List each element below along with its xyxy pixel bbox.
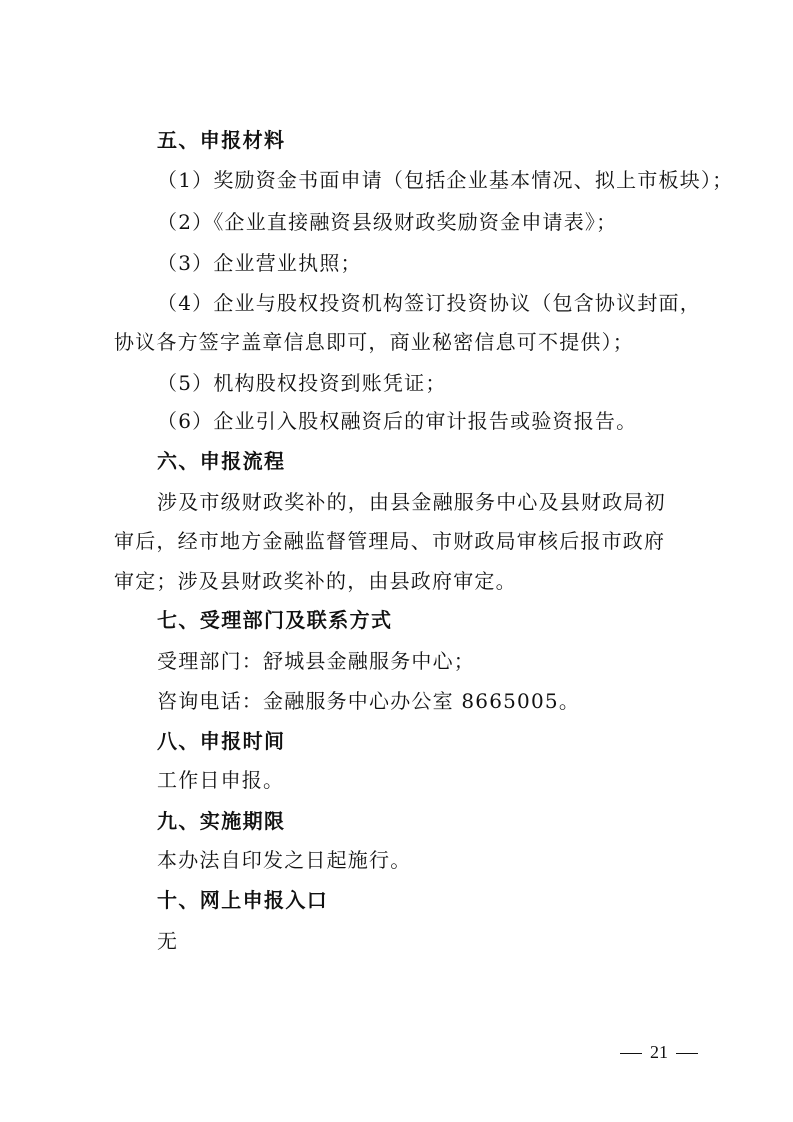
time-line: 工作日申报。 (157, 768, 285, 792)
material-item-6: （6）企业引入股权融资后的审计报告或验资报告。 (157, 409, 638, 433)
period-line: 本办法自印发之日起施行。 (157, 848, 412, 872)
page-number-dash-left (620, 1053, 642, 1054)
section-heading-period: 九、实施期限 (157, 809, 286, 833)
process-line-3: 审定；涉及县财政奖补的，由县政府审定。 (114, 569, 517, 593)
material-item-2: （2）《企业直接融资县级财政奖励资金申请表》； (157, 210, 618, 234)
material-item-4: （4）企业与股权投资机构签订投资协议（包含协议封面， (157, 291, 701, 315)
section-heading-time: 八、申报时间 (157, 729, 286, 753)
section-heading-process: 六、申报流程 (157, 449, 286, 473)
page-number-dash-right (676, 1053, 698, 1054)
contact-phone: 咨询电话：金融服务中心办公室 8665005。 (157, 689, 581, 713)
process-line-1: 涉及市级财政奖补的，由县金融服务中心及县财政局初 (157, 490, 666, 514)
material-item-1: （1）奖励资金书面申请（包括企业基本情况、拟上市板块）； (157, 168, 734, 192)
section-heading-materials: 五、申报材料 (157, 128, 286, 152)
page-number-value: 21 (650, 1042, 668, 1062)
section-heading-contact: 七、受理部门及联系方式 (157, 608, 393, 632)
material-item-4-continued: 协议各方签字盖章信息即可，商业秘密信息可不提供）； (114, 330, 634, 354)
online-entry-line: 无 (157, 929, 179, 953)
process-line-2: 审后，经市地方金融监督管理局、市财政局审核后报市政府 (114, 529, 666, 553)
contact-department: 受理部门：舒城县金融服务中心； (157, 649, 475, 673)
material-item-3: （3）企业营业执照； (157, 251, 362, 275)
section-heading-online-entry: 十、网上申报入口 (157, 888, 329, 912)
material-item-5: （5）机构股权投资到账凭证； (157, 371, 447, 395)
page-number (612, 1040, 706, 1064)
